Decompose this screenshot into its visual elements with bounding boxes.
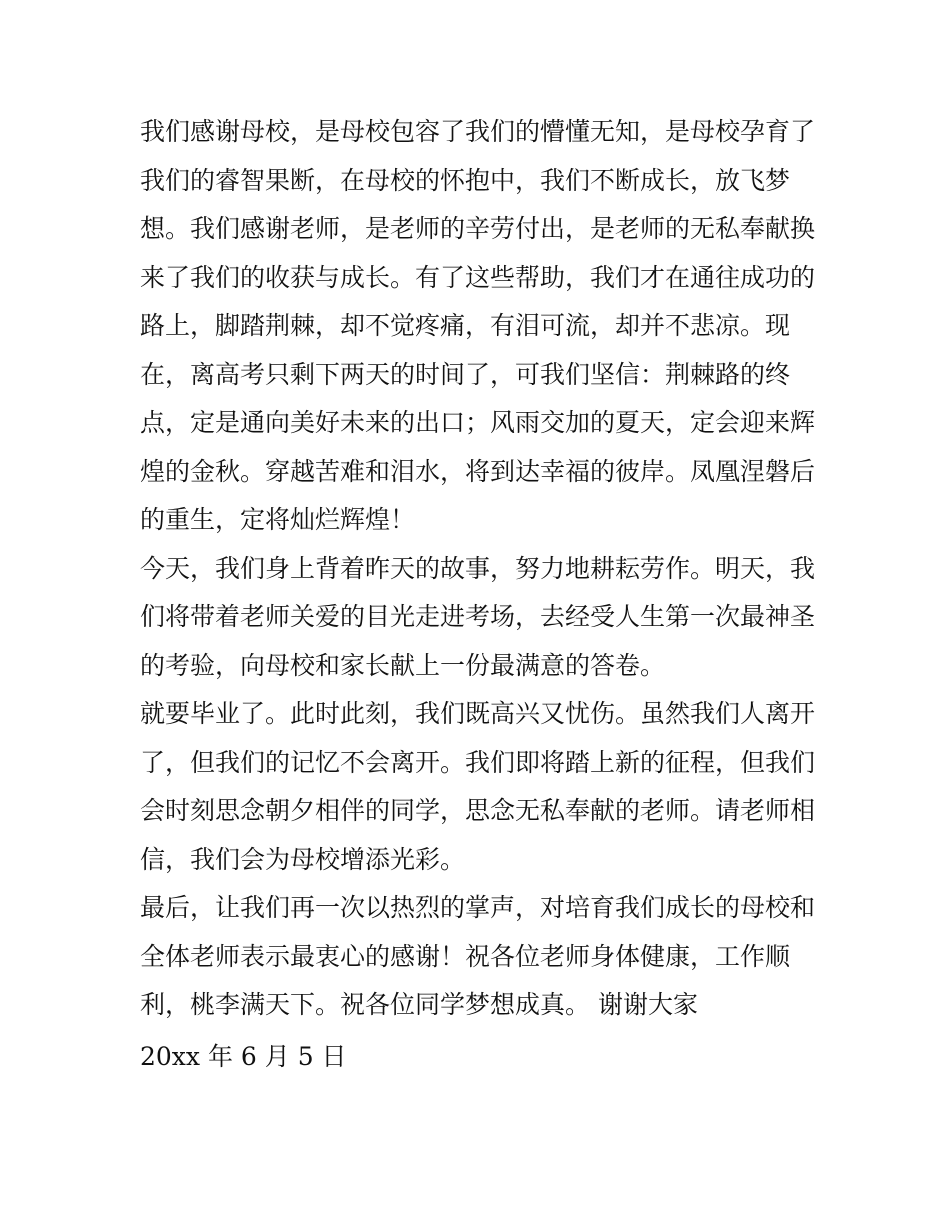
- document-body: [140, 108, 816, 1081]
- text-line: 信，我们会为母校增添光彩。: [140, 844, 466, 874]
- text-line: 点，定是通向美好未来的出口；风雨交加的夏天，定会迎来辉: [140, 408, 816, 437]
- text-line: 煌的金秋。穿越苦难和泪水，将到达幸福的彼岸。凤凰涅磐后: [140, 456, 816, 486]
- text-line: 会时刻思念朝夕相伴的同学，思念无私奉献的老师。请老师相: [140, 796, 816, 825]
- text-line: 就要毕业了。此时此刻，我们既高兴又忧伤。虽然我们人离开: [140, 699, 816, 728]
- text-line: 我们的睿智果断，在母校的怀抱中，我们不断成长，放飞梦: [140, 165, 791, 195]
- text-line: 最后，让我们再一次以热烈的掌声，对培育我们成长的母校和: [140, 893, 816, 922]
- text-line: 来了我们的收获与成长。有了这些帮助，我们才在通往成功的: [140, 262, 816, 292]
- text-line: 路上，脚踏荆棘，却不觉疼痛，有泪可流，却并不悲凉。现: [140, 311, 791, 340]
- document-date: 20xx 年 6 月 5 日: [140, 1041, 347, 1071]
- text-line: 们将带着老师关爱的目光走进考场，去经受人生第一次最神圣: [140, 602, 816, 631]
- text-line: 了，但我们的记忆不会离开。我们即将踏上新的征程，但我们: [140, 747, 816, 777]
- text-line: 的重生，定将灿烂辉煌！: [140, 505, 416, 534]
- text-line: 利，桃李满天下。祝各位同学梦想成真。 谢谢大家: [140, 990, 698, 1019]
- text-line: 在，离高考只剩下两天的时间了，可我们坚信：荆棘路的终: [140, 359, 791, 389]
- text-line: 想。我们感谢老师，是老师的辛劳付出，是老师的无私奉献换: [140, 214, 816, 243]
- text-line: 我们感谢母校，是母校包容了我们的懵懂无知，是母校孕育了: [140, 117, 816, 146]
- text-line: 全体老师表示最衷心的感谢！祝各位老师身体健康，工作顺: [140, 941, 791, 971]
- text-line: 今天，我们身上背着昨天的故事，努力地耕耘劳作。明天，我: [140, 553, 816, 583]
- text-line: 的考验，向母校和家长献上一份最满意的答卷。: [140, 650, 666, 680]
